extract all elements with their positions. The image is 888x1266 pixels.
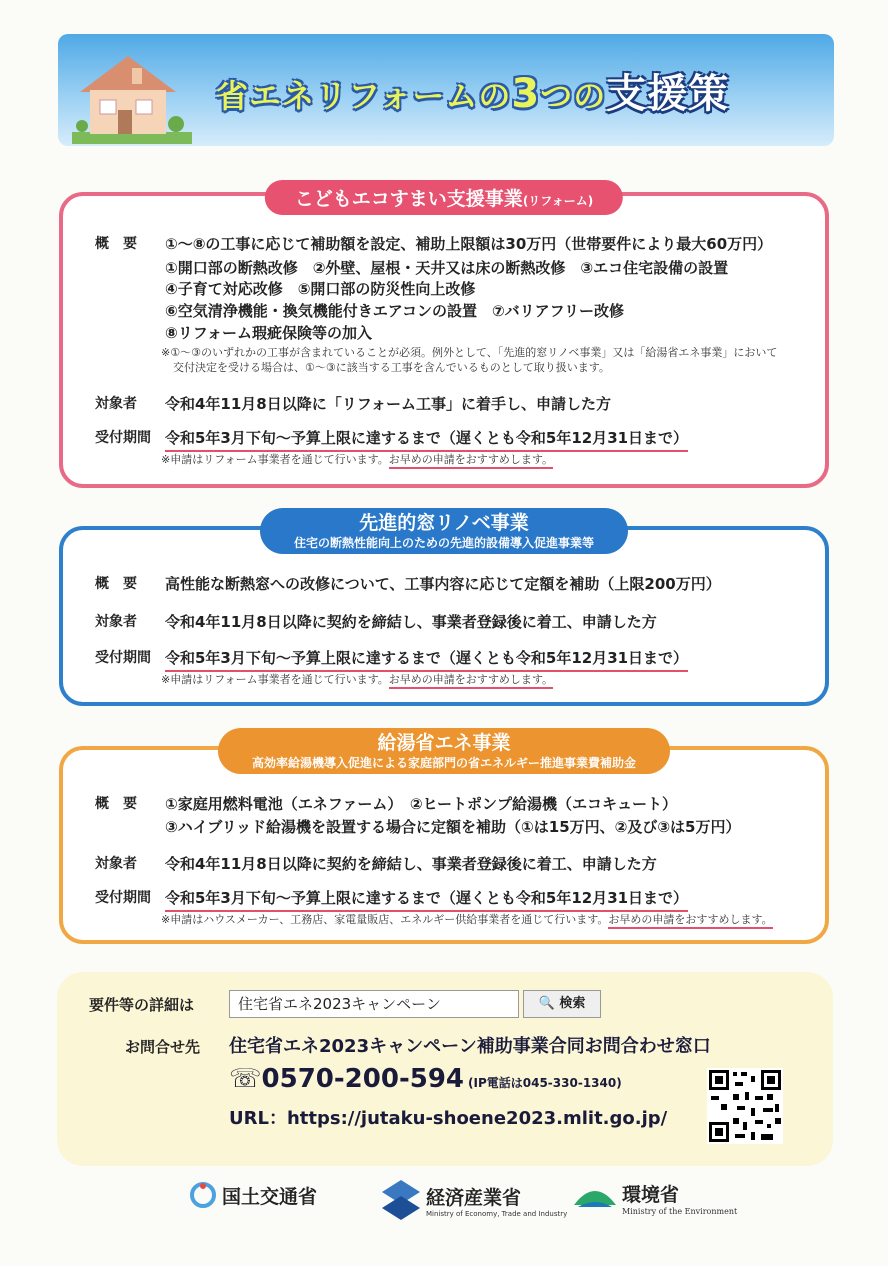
- meti-name: 経済産業省: [426, 1186, 522, 1209]
- qr-code[interactable]: [707, 1068, 783, 1144]
- overview-label: 概 要: [95, 236, 137, 252]
- overview-label: 概 要: [95, 796, 137, 812]
- title-text-3: 支援策: [606, 71, 730, 117]
- page-title: [216, 62, 729, 119]
- inquiry-label: お問合せ先: [125, 1038, 201, 1056]
- target-value: 令和4年11月8日以降に契約を締結し、事業者登録後に着工、申請した方: [165, 613, 657, 631]
- overview-line: ③ハイブリッド給湯機を設置する場合に定額を補助（①は15万円、②及び③は5万円）: [165, 818, 741, 836]
- card-title: こどもエコすまい支援事業: [294, 188, 523, 210]
- card-subtitle: 高効率給湯機導入促進による家庭部門の省エネルギー推進事業費補助金: [251, 756, 637, 770]
- phone-line: [229, 1064, 622, 1094]
- phone-icon: ☏: [229, 1064, 262, 1094]
- env-name-en: Ministry of the Environment: [622, 1207, 738, 1216]
- header-banner: [58, 34, 834, 146]
- meti-emblem-icon: [382, 1180, 420, 1220]
- period-note: [161, 672, 553, 687]
- details-label: 要件等の詳細は: [89, 996, 195, 1014]
- period-note-text: ※申請はリフォーム事業者を通じて行います。: [161, 673, 389, 686]
- target-label: 対象者: [95, 396, 137, 412]
- period-label: 受付期間: [95, 890, 151, 906]
- period-label: 受付期間: [95, 430, 151, 446]
- card-mado-renove: [59, 512, 829, 706]
- overview-line: ①開口部の断熱改修 ②外壁、屋根・天井又は床の断熱改修 ③エコ住宅設備の設置: [165, 259, 729, 277]
- env-logo: [572, 1180, 737, 1216]
- overview-line: ⑧リフォーム瑕疵保険等の加入: [165, 324, 372, 342]
- card-title: 先進的窓リノベ事業: [359, 512, 529, 534]
- mlit-emblem-icon: [190, 1180, 216, 1210]
- overview-note: 交付決定を受ける場合は、①〜③に該当する工事を含んでいるものとして取り扱います。: [173, 361, 610, 374]
- mlit-logo: [190, 1180, 317, 1210]
- card-title-pill: [265, 180, 623, 215]
- url-label: URL：: [229, 1108, 287, 1129]
- meti-logo: [382, 1180, 567, 1220]
- meti-name-en: Ministry of Economy, Trade and Industry: [426, 1209, 568, 1218]
- overview-line: 高性能な断熱窓への改修について、工事内容に応じて定額を補助（上限200万円）: [165, 575, 721, 593]
- overview-line: ⑥空気清浄機能・換気機能付きエアコンの設置 ⑦バリアフリー改修: [165, 302, 625, 320]
- env-name: 環境省: [622, 1184, 680, 1206]
- card-title-suffix: (リフォーム): [522, 194, 594, 208]
- overview-label: 概 要: [95, 576, 137, 592]
- period-label: 受付期間: [95, 650, 151, 666]
- overview-note: ※①〜③のいずれかの工事が含まれていることが必須。例外として、「先進的窓リノベ事業」又は「給湯省エネ事業」において: [161, 346, 778, 359]
- period-note: [161, 452, 553, 467]
- period-note-text: ※申請はハウスメーカー、工務店、家電量販店、エネルギー供給事業者を通じて行います。: [161, 913, 609, 926]
- card-title: 給湯省エネ事業: [377, 732, 511, 754]
- ministry-logos: [0, 1180, 888, 1230]
- url-link[interactable]: https://jutaku-shoene2023.mlit.go.jp/: [286, 1108, 668, 1129]
- target-value: 令和4年11月8日以降に契約を締結し、事業者登録後に着工、申請した方: [165, 855, 657, 873]
- url-line: [229, 1104, 667, 1130]
- mlit-name: 国土交通省: [222, 1185, 318, 1208]
- house-illustration: [72, 48, 192, 144]
- period-note-emphasis: お早めの申請をおすすめします。: [389, 453, 553, 469]
- search-button-label: 検索: [559, 996, 586, 1011]
- env-emblem-icon: [572, 1183, 618, 1213]
- title-text-1: 省エネリフォームの: [216, 77, 512, 115]
- target-label: 対象者: [95, 856, 137, 872]
- title-number: 3: [511, 71, 541, 117]
- card-kyuto-shoene: [59, 732, 829, 944]
- phone-ip: (IP電話は045-330-1340): [468, 1076, 622, 1090]
- period-note-text: ※申請はリフォーム事業者を通じて行います。: [161, 453, 389, 466]
- period-note-emphasis: お早めの申請をおすすめします。: [389, 673, 553, 689]
- phone-number: 0570-200-594: [261, 1064, 465, 1094]
- overview-line: ①家庭用燃料電池（エネファーム） ②ヒートポンプ給湯機（エコキュート）: [165, 795, 678, 813]
- inquiry-name: 住宅省エネ2023キャンペーン補助事業合同お問合わせ窓口: [229, 1036, 711, 1057]
- card-title-pill: [260, 508, 628, 554]
- search-input[interactable]: 住宅省エネ2023キャンペーン: [229, 990, 519, 1018]
- period-value: 令和5年3月下旬〜予算上限に達するまで（遅くとも令和5年12月31日まで）: [165, 888, 688, 912]
- period-value: 令和5年3月下旬〜予算上限に達するまで（遅くとも令和5年12月31日まで）: [165, 428, 688, 452]
- title-text-2: つの: [540, 77, 607, 115]
- overview-line: ④子育て対応改修 ⑤開口部の防災性向上改修: [165, 280, 476, 298]
- search-button[interactable]: [523, 990, 601, 1018]
- period-value: 令和5年3月下旬〜予算上限に達するまで（遅くとも令和5年12月31日まで）: [165, 648, 688, 672]
- card-subtitle: 住宅の断熱性能向上のための先進的設備導入促進事業等: [293, 536, 595, 550]
- period-note: [161, 912, 773, 927]
- card-kodomo-eco: [59, 188, 829, 488]
- period-note-emphasis: お早めの申請をおすすめします。: [608, 913, 772, 929]
- overview-line: ①〜⑧の工事に応じて補助額を設定、補助上限額は30万円（世帯要件により最大60万円）: [165, 235, 773, 253]
- contact-panel: [57, 972, 833, 1166]
- card-title-pill: [218, 728, 670, 774]
- target-label: 対象者: [95, 614, 137, 630]
- target-value: 令和4年11月8日以降に「リフォーム工事」に着手し、申請した方: [165, 395, 612, 413]
- search-icon: 🔍: [538, 996, 555, 1011]
